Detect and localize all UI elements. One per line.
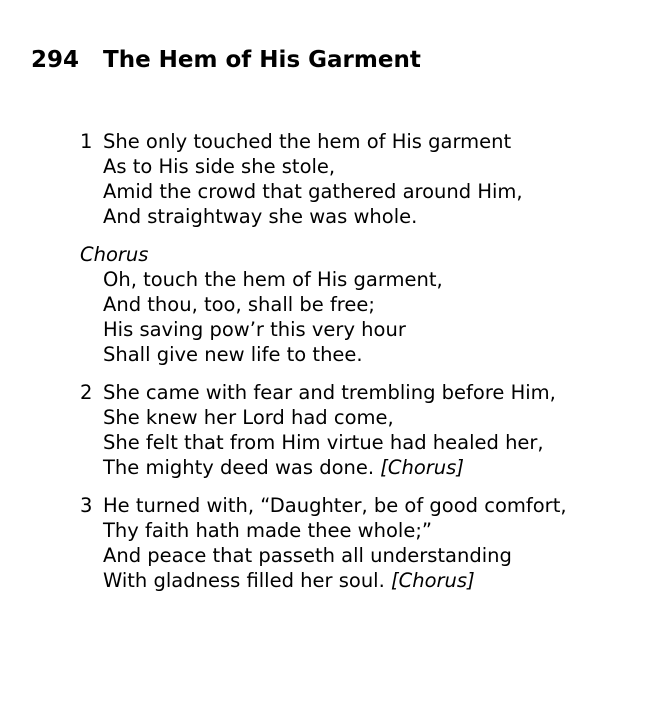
- chorus-line: His saving pow’r this very hour: [103, 318, 406, 341]
- verse-line: Thy faith hath made thee whole;”: [103, 519, 432, 542]
- verse-line-with-chorus-ref: [103, 455, 567, 480]
- verse-line-with-chorus-ref: [103, 568, 567, 593]
- chorus: [80, 242, 567, 367]
- verse-line: Amid the crowd that gathered around Him,: [103, 180, 523, 203]
- verse-line-text: The mighty deed was done.: [103, 456, 375, 479]
- verse-number: 1: [80, 130, 93, 153]
- chorus-line: Shall give new life to thee.: [103, 343, 363, 366]
- verse-line: As to His side she stole,: [103, 155, 336, 178]
- verse-line-text: With gladness filled her soul.: [103, 569, 385, 592]
- hymn-header: [31, 44, 421, 76]
- verse-line: And peace that passeth all understanding: [103, 544, 512, 567]
- verse-line: She felt that from Him virtue had healed her,: [103, 431, 544, 454]
- verse-3: [80, 493, 567, 593]
- verse-1: [80, 129, 567, 229]
- hymn-lyrics: [80, 129, 567, 606]
- verse-line: She only touched the hem of His garment: [103, 130, 512, 153]
- verse-line: She came with fear and trembling before Him,: [103, 381, 556, 404]
- verse-line: He turned with, “Daughter, be of good comfort,: [103, 494, 567, 517]
- chorus-line: Oh, touch the hem of His garment,: [103, 268, 443, 291]
- chorus-line: And thou, too, shall be free;: [103, 293, 375, 316]
- verse-line: She knew her Lord had come,: [103, 406, 394, 429]
- chorus-ref: [Chorus]: [391, 569, 475, 592]
- verse-line: And straightway she was whole.: [103, 205, 418, 228]
- verse-number: 3: [80, 494, 93, 517]
- verse-number: 2: [80, 381, 93, 404]
- verse-2: [80, 380, 567, 480]
- hymn-number: 294: [31, 47, 80, 73]
- chorus-ref: [Chorus]: [380, 456, 464, 479]
- chorus-label: Chorus: [80, 243, 149, 266]
- chorus-lines: [80, 267, 567, 367]
- hymn-title: The Hem of His Garment: [103, 47, 421, 73]
